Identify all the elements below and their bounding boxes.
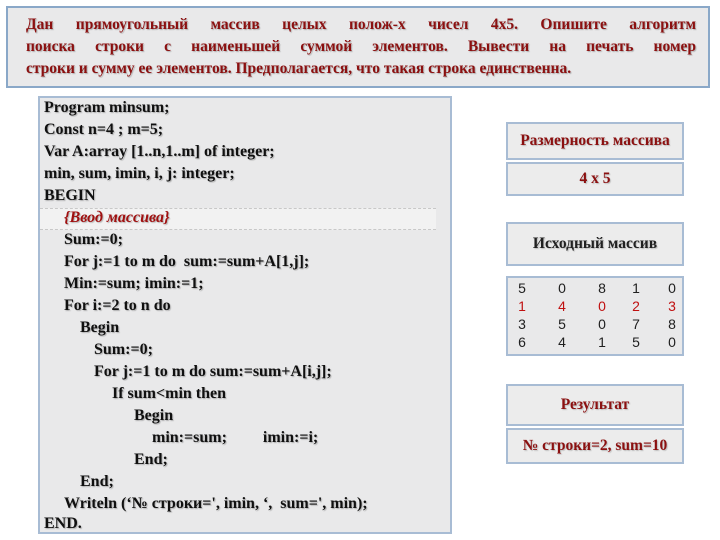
code-line: End; <box>134 451 168 468</box>
code-line: For j:=1 to m do sum:=sum+A[i,j]; <box>94 363 332 380</box>
matrix-cell: 3 <box>518 316 526 332</box>
code-line: If sum<min then <box>112 385 227 402</box>
source-array-matrix <box>506 276 684 356</box>
task-line-2: поиска строки с наименьшей суммой элементов. Вывести на печать номер <box>26 38 696 55</box>
matrix-cell: 0 <box>668 334 676 350</box>
code-line: Begin <box>134 407 174 424</box>
task-line-1: Дан прямоугольный массив целых полож-х чисел 4х5. Опишите алгоритм <box>26 16 696 33</box>
code-comment-line: {Ввод массива} <box>64 209 170 226</box>
result-value: № строки=2, sum=10 <box>506 428 684 464</box>
code-line: Sum:=0; <box>94 341 153 358</box>
matrix-cell: 0 <box>598 298 606 314</box>
matrix-cell: 1 <box>518 298 526 314</box>
code-panel <box>38 96 452 534</box>
task-statement <box>6 6 710 88</box>
matrix-cell: 0 <box>558 280 566 296</box>
matrix-cell: 5 <box>558 316 566 332</box>
code-line: Writeln (‘№ строки=', imin, ‘, sum=', min); <box>64 495 368 512</box>
matrix-cell: 8 <box>668 316 676 332</box>
code-line: Begin <box>80 319 120 336</box>
matrix-cell: 7 <box>632 316 640 332</box>
code-line: For i:=2 to n do <box>64 297 171 314</box>
code-line: Const n=4 ; m=5; <box>44 121 164 138</box>
matrix-cell: 3 <box>668 298 676 314</box>
code-line: min:=sum; imin:=i; <box>152 429 319 446</box>
matrix-cell: 2 <box>632 298 640 314</box>
matrix-cell: 0 <box>668 280 676 296</box>
code-line: BEGIN <box>44 187 96 204</box>
code-line: Program minsum; <box>44 99 170 116</box>
matrix-cell: 0 <box>598 316 606 332</box>
matrix-cell: 1 <box>632 280 640 296</box>
code-line: END. <box>44 515 82 532</box>
code-line: Var A:array [1..n,1..m] of integer; <box>44 143 275 160</box>
matrix-cell: 8 <box>598 280 606 296</box>
matrix-cell: 4 <box>558 334 566 350</box>
code-line: For j:=1 to m do sum:=sum+A[1,j]; <box>64 253 310 270</box>
task-line-3: строки и сумму ее элементов. Предполагается, что такая строка единственна. <box>26 60 572 77</box>
code-line: min, sum, imin, i, j: integer; <box>44 165 235 182</box>
matrix-cell: 1 <box>598 334 606 350</box>
code-line: Min:=sum; imin:=1; <box>64 275 204 292</box>
code-line: Sum:=0; <box>64 231 123 248</box>
code-line: End; <box>80 473 114 490</box>
dimension-value: 4 х 5 <box>506 162 684 196</box>
matrix-cell: 4 <box>558 298 566 314</box>
matrix-cell: 5 <box>518 280 526 296</box>
dimension-label: Размерность массива <box>506 122 684 160</box>
matrix-cell: 5 <box>632 334 640 350</box>
matrix-cell: 6 <box>518 334 526 350</box>
source-array-label: Исходный массив <box>506 222 684 266</box>
result-label: Результат <box>506 384 684 426</box>
